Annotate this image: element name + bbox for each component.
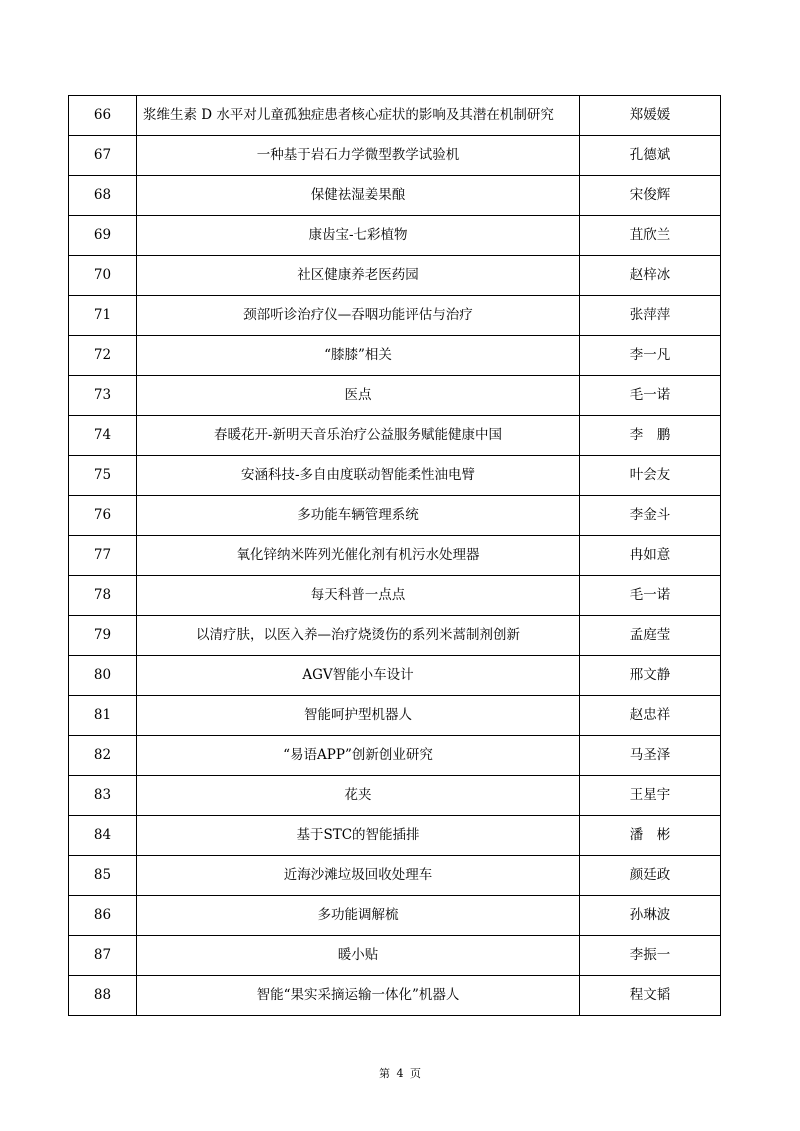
project-title: 智能“果实采摘运输一体化”机器人: [137, 976, 580, 1016]
person-name: 王星宇: [580, 776, 721, 816]
table-row: [69, 896, 721, 936]
row-number: 78: [69, 576, 137, 616]
row-number: 77: [69, 536, 137, 576]
row-number: 74: [69, 416, 137, 456]
table-row: [69, 376, 721, 416]
table-row: [69, 936, 721, 976]
table-row: [69, 136, 721, 176]
row-number: 69: [69, 216, 137, 256]
table-row: [69, 536, 721, 576]
row-number: 76: [69, 496, 137, 536]
person-name: 郑媛媛: [580, 96, 721, 136]
project-title: 颈部听诊治疗仪—吞咽功能评估与治疗: [137, 296, 580, 336]
project-title: 暖小贴: [137, 936, 580, 976]
person-name: 赵忠祥: [580, 696, 721, 736]
person-name: 程文韬: [580, 976, 721, 1016]
row-number: 82: [69, 736, 137, 776]
table-row: [69, 176, 721, 216]
person-name: 李金斗: [580, 496, 721, 536]
project-title: 以清疗肤，以医入养—治疗烧烫伤的系列米蒿制剂创新: [137, 616, 580, 656]
person-name: 毛一诺: [580, 576, 721, 616]
person-name: 孟庭莹: [580, 616, 721, 656]
project-title: 近海沙滩垃圾回收处理车: [137, 856, 580, 896]
page-number: 第 4 页: [379, 1067, 421, 1080]
row-number: 80: [69, 656, 137, 696]
project-table-body: [69, 96, 721, 1016]
table-row: [69, 96, 721, 136]
project-title: “易语APP”创新创业研究: [137, 736, 580, 776]
table-row: [69, 216, 721, 256]
project-title: 基于STC的智能插排: [137, 816, 580, 856]
project-title: “膝膝”相关: [137, 336, 580, 376]
table-row: [69, 816, 721, 856]
person-name: 李振一: [580, 936, 721, 976]
row-number: 86: [69, 896, 137, 936]
row-number: 71: [69, 296, 137, 336]
row-number: 75: [69, 456, 137, 496]
project-title: 医点: [137, 376, 580, 416]
person-name: 邢文静: [580, 656, 721, 696]
project-table: [68, 95, 721, 1016]
person-name: 宋俊辉: [580, 176, 721, 216]
project-title: 智能呵护型机器人: [137, 696, 580, 736]
row-number: 83: [69, 776, 137, 816]
project-title: 社区健康养老医药园: [137, 256, 580, 296]
row-number: 68: [69, 176, 137, 216]
row-number: 70: [69, 256, 137, 296]
project-title: 多功能车辆管理系统: [137, 496, 580, 536]
project-title: 安涵科技-多自由度联动智能柔性油电臂: [137, 456, 580, 496]
row-number: 81: [69, 696, 137, 736]
table-row: [69, 616, 721, 656]
project-title: 浆维生素 D 水平对儿童孤独症患者核心症状的影响及其潜在机制研究: [137, 96, 580, 136]
row-number: 88: [69, 976, 137, 1016]
table-row: [69, 416, 721, 456]
project-title: 康齿宝-七彩植物: [137, 216, 580, 256]
person-name: 李一凡: [580, 336, 721, 376]
person-name: 张萍萍: [580, 296, 721, 336]
row-number: 87: [69, 936, 137, 976]
table-row: [69, 696, 721, 736]
table-row: [69, 496, 721, 536]
project-title: 氧化锌纳米阵列光催化剂有机污水处理器: [137, 536, 580, 576]
table-row: [69, 736, 721, 776]
row-number: 84: [69, 816, 137, 856]
project-title: 每天科普一点点: [137, 576, 580, 616]
table-row: [69, 256, 721, 296]
row-number: 72: [69, 336, 137, 376]
person-name: 孙琳波: [580, 896, 721, 936]
project-title: 一种基于岩石力学微型教学试验机: [137, 136, 580, 176]
table-row: [69, 776, 721, 816]
project-title: 花夹: [137, 776, 580, 816]
table-row: [69, 976, 721, 1016]
person-name: 马圣泽: [580, 736, 721, 776]
project-title: AGV智能小车设计: [137, 656, 580, 696]
row-number: 73: [69, 376, 137, 416]
row-number: 85: [69, 856, 137, 896]
row-number: 66: [69, 96, 137, 136]
table-row: [69, 296, 721, 336]
person-name: 潘 彬: [580, 816, 721, 856]
table-row: [69, 856, 721, 896]
person-name: 苴欣兰: [580, 216, 721, 256]
person-name: 赵梓冰: [580, 256, 721, 296]
person-name: 冉如意: [580, 536, 721, 576]
row-number: 67: [69, 136, 137, 176]
project-title: 保健祛湿姜果酿: [137, 176, 580, 216]
person-name: 李 鹏: [580, 416, 721, 456]
table-row: [69, 656, 721, 696]
table-row: [69, 576, 721, 616]
project-title: 春暖花开-新明天音乐治疗公益服务赋能健康中国: [137, 416, 580, 456]
person-name: 毛一诺: [580, 376, 721, 416]
person-name: 叶会友: [580, 456, 721, 496]
row-number: 79: [69, 616, 137, 656]
table-row: [69, 456, 721, 496]
table-row: [69, 336, 721, 376]
project-title: 多功能调解梳: [137, 896, 580, 936]
person-name: 颜廷政: [580, 856, 721, 896]
person-name: 孔德斌: [580, 136, 721, 176]
